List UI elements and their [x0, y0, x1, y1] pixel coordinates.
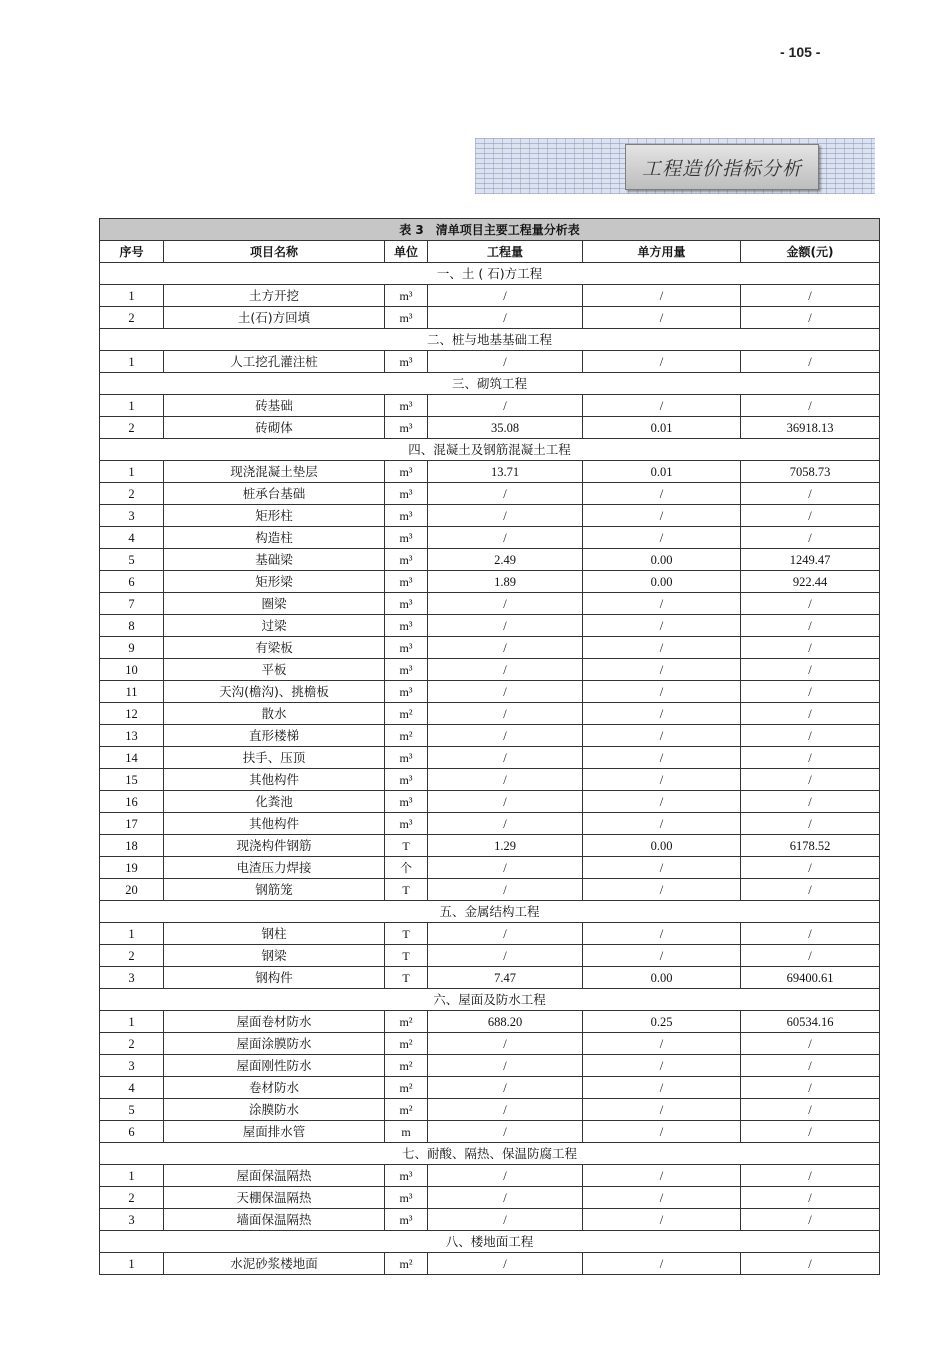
item-name-cell: 平板 — [164, 659, 385, 681]
amount-cell: / — [741, 769, 880, 791]
quantity-cell: / — [428, 1209, 583, 1231]
quantity-cell: / — [428, 1055, 583, 1077]
table-row — [100, 505, 880, 527]
amount-cell: 922.44 — [741, 571, 880, 593]
item-name-cell: 卷材防水 — [164, 1077, 385, 1099]
unit-cell: m² — [385, 1011, 428, 1033]
quantity-cell: 13.71 — [428, 461, 583, 483]
unit-usage-cell: / — [583, 1253, 741, 1275]
section-header-row — [100, 329, 880, 351]
table-row — [100, 527, 880, 549]
amount-cell: / — [741, 637, 880, 659]
unit-usage-cell: / — [583, 659, 741, 681]
table-row — [100, 1121, 880, 1143]
item-name-cell: 圈梁 — [164, 593, 385, 615]
item-name-cell: 矩形柱 — [164, 505, 385, 527]
quantity-cell: / — [428, 1187, 583, 1209]
unit-usage-cell: 0.00 — [583, 967, 741, 989]
table-row — [100, 1099, 880, 1121]
row-index-cell: 7 — [100, 593, 164, 615]
unit-cell: m² — [385, 1077, 428, 1099]
row-index-cell: 1 — [100, 285, 164, 307]
item-name-cell: 化粪池 — [164, 791, 385, 813]
unit-cell: m² — [385, 1055, 428, 1077]
section-header-row — [100, 989, 880, 1011]
row-index-cell: 1 — [100, 395, 164, 417]
unit-cell: m³ — [385, 307, 428, 329]
amount-cell: 60534.16 — [741, 1011, 880, 1033]
amount-cell: / — [741, 747, 880, 769]
row-index-cell: 16 — [100, 791, 164, 813]
amount-cell: 69400.61 — [741, 967, 880, 989]
row-index-cell: 4 — [100, 527, 164, 549]
table-row — [100, 703, 880, 725]
amount-cell: / — [741, 659, 880, 681]
item-name-cell: 钢柱 — [164, 923, 385, 945]
row-index-cell: 1 — [100, 1253, 164, 1275]
item-name-cell: 其他构件 — [164, 813, 385, 835]
item-name-cell: 屋面刚性防水 — [164, 1055, 385, 1077]
quantity-cell: / — [428, 483, 583, 505]
unit-usage-cell: / — [583, 593, 741, 615]
table-row — [100, 483, 880, 505]
quantity-cell: / — [428, 857, 583, 879]
quantity-cell: / — [428, 945, 583, 967]
row-index-cell: 3 — [100, 1055, 164, 1077]
quantity-cell: / — [428, 879, 583, 901]
section-banner — [475, 138, 875, 194]
item-name-cell: 土(石)方回填 — [164, 307, 385, 329]
unit-usage-cell: 0.25 — [583, 1011, 741, 1033]
quantity-cell: / — [428, 747, 583, 769]
table-row — [100, 637, 880, 659]
amount-cell: / — [741, 923, 880, 945]
unit-cell: m² — [385, 1099, 428, 1121]
unit-usage-cell: / — [583, 857, 741, 879]
item-name-cell: 现浇混凝土垫层 — [164, 461, 385, 483]
unit-cell: m³ — [385, 747, 428, 769]
item-name-cell: 散水 — [164, 703, 385, 725]
amount-cell: / — [741, 813, 880, 835]
amount-cell: / — [741, 1077, 880, 1099]
unit-cell: m³ — [385, 637, 428, 659]
unit-usage-cell: / — [583, 351, 741, 373]
item-name-cell: 天沟(檐沟)、挑檐板 — [164, 681, 385, 703]
unit-cell: m³ — [385, 615, 428, 637]
row-index-cell: 17 — [100, 813, 164, 835]
header-index: 序号 — [100, 241, 164, 263]
unit-usage-cell: / — [583, 747, 741, 769]
unit-usage-cell: / — [583, 637, 741, 659]
header-unit-usage: 单方用量 — [583, 241, 741, 263]
item-name-cell: 土方开挖 — [164, 285, 385, 307]
amount-cell: / — [741, 703, 880, 725]
banner-title: 工程造价指标分析 — [625, 144, 819, 190]
row-index-cell: 2 — [100, 307, 164, 329]
row-index-cell: 5 — [100, 1099, 164, 1121]
item-name-cell: 现浇构件钢筋 — [164, 835, 385, 857]
row-index-cell: 14 — [100, 747, 164, 769]
row-index-cell: 2 — [100, 1033, 164, 1055]
unit-usage-cell: / — [583, 813, 741, 835]
amount-cell: 1249.47 — [741, 549, 880, 571]
table-row — [100, 769, 880, 791]
unit-cell: m³ — [385, 791, 428, 813]
item-name-cell: 人工挖孔灌注桩 — [164, 351, 385, 373]
unit-cell: m³ — [385, 417, 428, 439]
section-title: 三、砌筑工程 — [100, 373, 880, 395]
unit-usage-cell: / — [583, 945, 741, 967]
quantity-cell: / — [428, 615, 583, 637]
quantity-cell: / — [428, 285, 583, 307]
amount-cell: / — [741, 285, 880, 307]
row-index-cell: 19 — [100, 857, 164, 879]
unit-usage-cell: / — [583, 769, 741, 791]
item-name-cell: 其他构件 — [164, 769, 385, 791]
item-name-cell: 直形楼梯 — [164, 725, 385, 747]
amount-cell: / — [741, 725, 880, 747]
row-index-cell: 1 — [100, 1011, 164, 1033]
amount-cell: / — [741, 1165, 880, 1187]
quantity-cell: / — [428, 791, 583, 813]
section-title: 五、金属结构工程 — [100, 901, 880, 923]
table-row — [100, 417, 880, 439]
item-name-cell: 钢筋笼 — [164, 879, 385, 901]
page-number: - 105 - — [780, 44, 821, 60]
table-row — [100, 593, 880, 615]
section-header-row — [100, 439, 880, 461]
item-name-cell: 有梁板 — [164, 637, 385, 659]
quantity-cell: / — [428, 769, 583, 791]
unit-cell: T — [385, 879, 428, 901]
row-index-cell: 3 — [100, 967, 164, 989]
quantity-cell: / — [428, 725, 583, 747]
unit-usage-cell: / — [583, 527, 741, 549]
quantity-cell: / — [428, 1033, 583, 1055]
header-amount: 金额(元) — [741, 241, 880, 263]
unit-cell: m² — [385, 1253, 428, 1275]
amount-cell: 6178.52 — [741, 835, 880, 857]
quantity-cell: / — [428, 1253, 583, 1275]
quantity-cell: / — [428, 307, 583, 329]
unit-cell: T — [385, 945, 428, 967]
item-name-cell: 砖基础 — [164, 395, 385, 417]
header-quantity: 工程量 — [428, 241, 583, 263]
table-row — [100, 945, 880, 967]
unit-usage-cell: / — [583, 703, 741, 725]
unit-cell: m³ — [385, 461, 428, 483]
row-index-cell: 2 — [100, 483, 164, 505]
amount-cell: / — [741, 615, 880, 637]
unit-cell: m³ — [385, 395, 428, 417]
quantity-cell: / — [428, 1165, 583, 1187]
section-title: 四、混凝土及钢筋混凝土工程 — [100, 439, 880, 461]
row-index-cell: 1 — [100, 1165, 164, 1187]
amount-cell: / — [741, 945, 880, 967]
item-name-cell: 构造柱 — [164, 527, 385, 549]
section-title: 二、桩与地基基础工程 — [100, 329, 880, 351]
amount-cell: 36918.13 — [741, 417, 880, 439]
section-title: 八、楼地面工程 — [100, 1231, 880, 1253]
unit-usage-cell: / — [583, 395, 741, 417]
amount-cell: / — [741, 505, 880, 527]
unit-cell: m² — [385, 703, 428, 725]
amount-cell: / — [741, 351, 880, 373]
unit-cell: m³ — [385, 681, 428, 703]
header-unit: 单位 — [385, 241, 428, 263]
unit-cell: m³ — [385, 505, 428, 527]
unit-cell: m³ — [385, 813, 428, 835]
unit-usage-cell: / — [583, 1077, 741, 1099]
item-name-cell: 屋面涂膜防水 — [164, 1033, 385, 1055]
item-name-cell: 矩形梁 — [164, 571, 385, 593]
table-row — [100, 571, 880, 593]
unit-usage-cell: / — [583, 1187, 741, 1209]
unit-cell: m³ — [385, 351, 428, 373]
unit-usage-cell: 0.01 — [583, 417, 741, 439]
quantity-cell: / — [428, 505, 583, 527]
section-header-row — [100, 1143, 880, 1165]
item-name-cell: 过梁 — [164, 615, 385, 637]
table-row — [100, 923, 880, 945]
table-row — [100, 659, 880, 681]
row-index-cell: 1 — [100, 923, 164, 945]
unit-usage-cell: / — [583, 1121, 741, 1143]
amount-cell: 7058.73 — [741, 461, 880, 483]
unit-usage-cell: / — [583, 1099, 741, 1121]
quantity-cell: / — [428, 1121, 583, 1143]
row-index-cell: 2 — [100, 1187, 164, 1209]
amount-cell: / — [741, 879, 880, 901]
row-index-cell: 20 — [100, 879, 164, 901]
quantity-cell: / — [428, 1077, 583, 1099]
row-index-cell: 5 — [100, 549, 164, 571]
quantity-cell: 688.20 — [428, 1011, 583, 1033]
unit-usage-cell: / — [583, 923, 741, 945]
unit-cell: m³ — [385, 769, 428, 791]
quantity-analysis-table — [99, 218, 880, 1275]
amount-cell: / — [741, 1121, 880, 1143]
item-name-cell: 水泥砂浆楼地面 — [164, 1253, 385, 1275]
unit-usage-cell: / — [583, 681, 741, 703]
unit-cell: m³ — [385, 1187, 428, 1209]
unit-cell: m² — [385, 725, 428, 747]
unit-cell: m³ — [385, 659, 428, 681]
row-index-cell: 8 — [100, 615, 164, 637]
section-title: 七、耐酸、隔热、保温防腐工程 — [100, 1143, 880, 1165]
item-name-cell: 电渣压力焊接 — [164, 857, 385, 879]
item-name-cell: 扶手、压顶 — [164, 747, 385, 769]
amount-cell: / — [741, 1055, 880, 1077]
table-row — [100, 1187, 880, 1209]
item-name-cell: 涂膜防水 — [164, 1099, 385, 1121]
unit-usage-cell: / — [583, 725, 741, 747]
table-row — [100, 395, 880, 417]
table-row — [100, 1033, 880, 1055]
row-index-cell: 6 — [100, 1121, 164, 1143]
table-row — [100, 1055, 880, 1077]
table-row — [100, 725, 880, 747]
section-header-row — [100, 901, 880, 923]
item-name-cell: 屋面保温隔热 — [164, 1165, 385, 1187]
row-index-cell: 2 — [100, 417, 164, 439]
unit-usage-cell: / — [583, 483, 741, 505]
unit-usage-cell: / — [583, 1209, 741, 1231]
row-index-cell: 9 — [100, 637, 164, 659]
quantity-cell: 35.08 — [428, 417, 583, 439]
item-name-cell: 基础梁 — [164, 549, 385, 571]
row-index-cell: 13 — [100, 725, 164, 747]
amount-cell: / — [741, 483, 880, 505]
table-body — [100, 263, 880, 1275]
amount-cell: / — [741, 1209, 880, 1231]
table-row — [100, 747, 880, 769]
unit-usage-cell: / — [583, 1165, 741, 1187]
item-name-cell: 钢梁 — [164, 945, 385, 967]
section-header-row — [100, 373, 880, 395]
item-name-cell: 天棚保温隔热 — [164, 1187, 385, 1209]
unit-cell: m — [385, 1121, 428, 1143]
table-row — [100, 791, 880, 813]
amount-cell: / — [741, 1099, 880, 1121]
quantity-cell: / — [428, 351, 583, 373]
amount-cell: / — [741, 1033, 880, 1055]
unit-cell: m³ — [385, 527, 428, 549]
table-row — [100, 307, 880, 329]
row-index-cell: 2 — [100, 945, 164, 967]
section-header-row — [100, 1231, 880, 1253]
table-row — [100, 351, 880, 373]
amount-cell: / — [741, 1253, 880, 1275]
table-row — [100, 1077, 880, 1099]
row-index-cell: 10 — [100, 659, 164, 681]
amount-cell: / — [741, 681, 880, 703]
unit-usage-cell: / — [583, 1055, 741, 1077]
table-row — [100, 681, 880, 703]
table-row — [100, 879, 880, 901]
row-index-cell: 1 — [100, 461, 164, 483]
unit-cell: m³ — [385, 549, 428, 571]
section-header-row — [100, 263, 880, 285]
unit-usage-cell: / — [583, 307, 741, 329]
table-row — [100, 1165, 880, 1187]
table-row — [100, 1011, 880, 1033]
table-title-row — [100, 219, 880, 241]
quantity-cell: 2.49 — [428, 549, 583, 571]
unit-cell: T — [385, 923, 428, 945]
unit-cell: m³ — [385, 571, 428, 593]
unit-usage-cell: / — [583, 879, 741, 901]
unit-cell: 个 — [385, 857, 428, 879]
item-name-cell: 桩承台基础 — [164, 483, 385, 505]
unit-usage-cell: / — [583, 615, 741, 637]
unit-cell: m² — [385, 1033, 428, 1055]
quantity-cell: / — [428, 1099, 583, 1121]
header-item-name: 项目名称 — [164, 241, 385, 263]
table-row — [100, 285, 880, 307]
item-name-cell: 屋面排水管 — [164, 1121, 385, 1143]
item-name-cell: 墙面保温隔热 — [164, 1209, 385, 1231]
quantity-cell: / — [428, 395, 583, 417]
unit-usage-cell: / — [583, 505, 741, 527]
table-row — [100, 549, 880, 571]
unit-cell: T — [385, 835, 428, 857]
quantity-cell: 7.47 — [428, 967, 583, 989]
table-row — [100, 813, 880, 835]
amount-cell: / — [741, 593, 880, 615]
unit-usage-cell: / — [583, 791, 741, 813]
unit-cell: T — [385, 967, 428, 989]
table-row — [100, 1253, 880, 1275]
unit-usage-cell: 0.00 — [583, 549, 741, 571]
table-row — [100, 461, 880, 483]
table-header-row — [100, 241, 880, 263]
amount-cell: / — [741, 857, 880, 879]
quantity-cell: / — [428, 659, 583, 681]
table-row — [100, 615, 880, 637]
amount-cell: / — [741, 395, 880, 417]
row-index-cell: 15 — [100, 769, 164, 791]
quantity-cell: / — [428, 593, 583, 615]
quantity-cell: / — [428, 527, 583, 549]
unit-cell: m³ — [385, 1209, 428, 1231]
unit-usage-cell: 0.00 — [583, 571, 741, 593]
table-row — [100, 835, 880, 857]
section-title: 一、土 ( 石)方工程 — [100, 263, 880, 285]
section-title: 六、屋面及防水工程 — [100, 989, 880, 1011]
unit-usage-cell: 0.00 — [583, 835, 741, 857]
unit-cell: m³ — [385, 1165, 428, 1187]
quantity-cell: / — [428, 637, 583, 659]
row-index-cell: 18 — [100, 835, 164, 857]
row-index-cell: 3 — [100, 505, 164, 527]
row-index-cell: 1 — [100, 351, 164, 373]
item-name-cell: 砖砌体 — [164, 417, 385, 439]
amount-cell: / — [741, 527, 880, 549]
table-row — [100, 1209, 880, 1231]
quantity-cell: / — [428, 681, 583, 703]
amount-cell: / — [741, 791, 880, 813]
unit-usage-cell: / — [583, 1033, 741, 1055]
unit-usage-cell: / — [583, 285, 741, 307]
item-name-cell: 屋面卷材防水 — [164, 1011, 385, 1033]
item-name-cell: 钢构件 — [164, 967, 385, 989]
quantity-cell: 1.89 — [428, 571, 583, 593]
quantity-cell: / — [428, 923, 583, 945]
table-row — [100, 857, 880, 879]
table-row — [100, 967, 880, 989]
row-index-cell: 6 — [100, 571, 164, 593]
unit-cell: m³ — [385, 483, 428, 505]
row-index-cell: 4 — [100, 1077, 164, 1099]
row-index-cell: 11 — [100, 681, 164, 703]
quantity-cell: 1.29 — [428, 835, 583, 857]
row-index-cell: 12 — [100, 703, 164, 725]
quantity-cell: / — [428, 703, 583, 725]
table-title: 表 3 清单项目主要工程量分析表 — [100, 219, 880, 241]
quantity-cell: / — [428, 813, 583, 835]
unit-cell: m³ — [385, 285, 428, 307]
amount-cell: / — [741, 1187, 880, 1209]
row-index-cell: 3 — [100, 1209, 164, 1231]
amount-cell: / — [741, 307, 880, 329]
unit-cell: m³ — [385, 593, 428, 615]
unit-usage-cell: 0.01 — [583, 461, 741, 483]
